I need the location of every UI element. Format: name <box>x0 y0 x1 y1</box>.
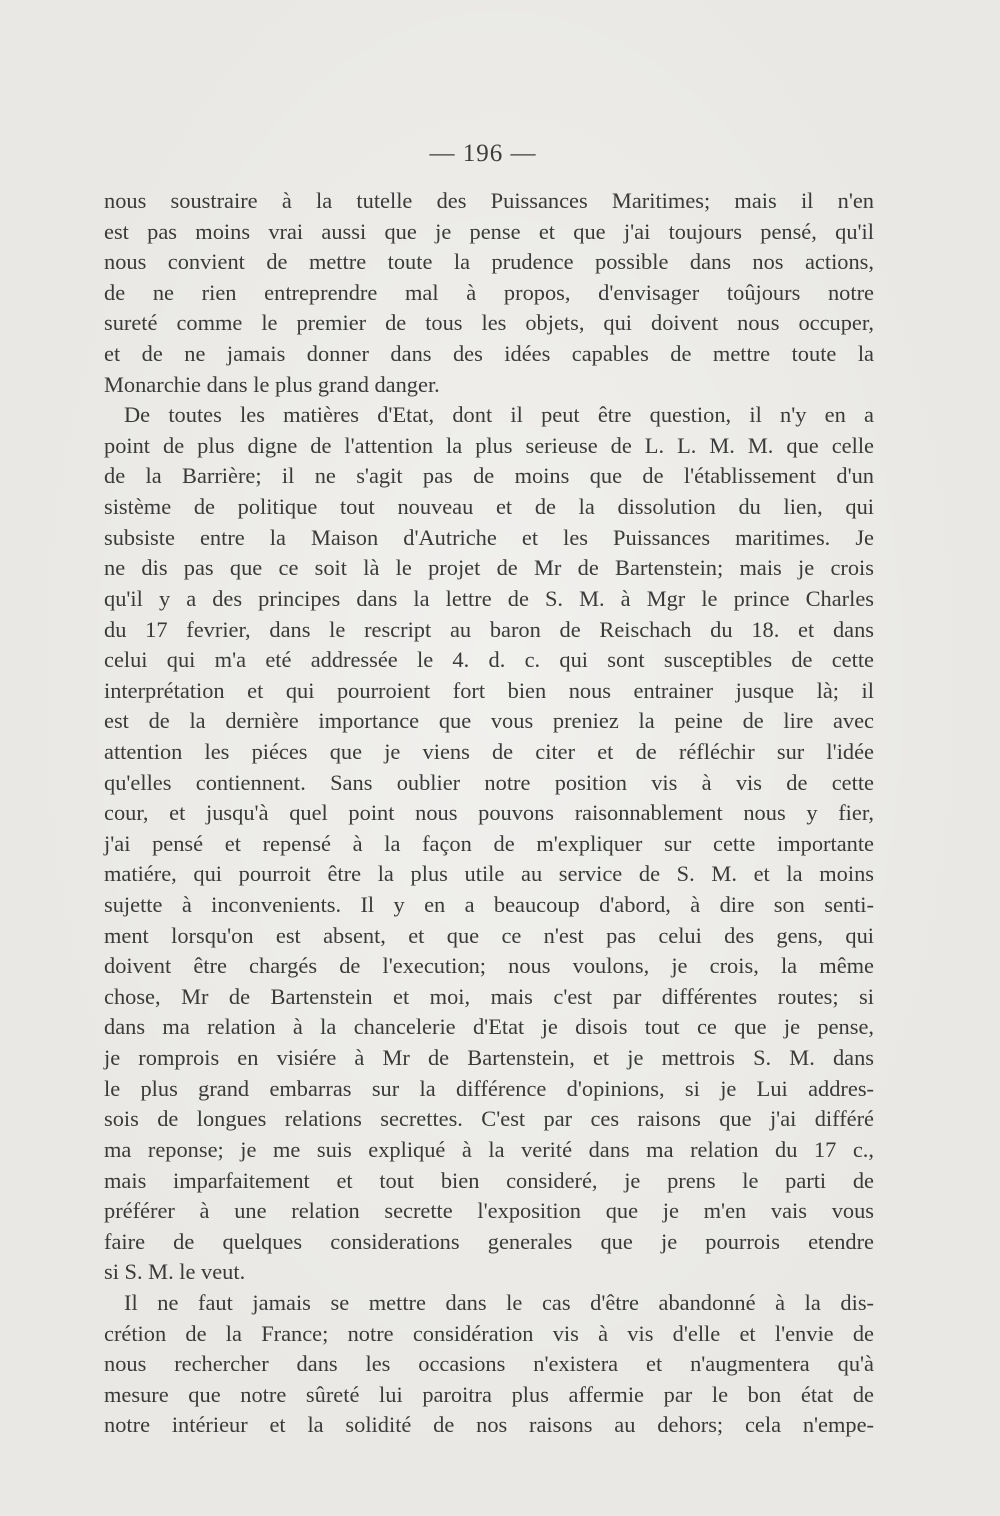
text-line: sois de longues relations secrettes. C'est par ces raisons que j'ai différé <box>104 1106 874 1132</box>
text-line: ment lorsqu'on est absent, et que ce n'est pas celui des gens, qui <box>104 922 874 948</box>
text-line: sureté comme le premier de tous les objets, qui doivent nous occuper, <box>104 310 874 336</box>
text-line: nous rechercher dans les occasions n'existera et n'augmentera qu'à <box>104 1351 874 1377</box>
text-line: est de la dernière importance que vous preniez la peine de lire avec <box>104 708 874 734</box>
text-line: matiére, qui pourroit être la plus utile au service de S. M. et la moins <box>104 861 874 887</box>
text-line: mais imparfaitement et tout bien consideré, je prens le parti de <box>104 1167 874 1193</box>
text-line: point de plus digne de l'attention la plus serieuse de L. L. M. M. que celle <box>104 432 874 458</box>
text-line: qu'elles contiennent. Sans oublier notre position vis à vis de cette <box>104 769 874 795</box>
text-line: je romprois en visiére à Mr de Bartenstein, et je mettrois S. M. dans <box>104 1045 874 1071</box>
text-line: sistème de politique tout nouveau et de la dissolution du lien, qui <box>104 494 874 520</box>
text-line: doivent être chargés de l'execution; nous voulons, je crois, la même <box>104 953 874 979</box>
text-line: est pas moins vrai aussi que je pense et que j'ai toujours pensé, qu'il <box>104 218 874 244</box>
text-line: celui qui m'a eté addressée le 4. d. c. qui sont susceptibles de cette <box>104 647 874 673</box>
page-number: — 196 — <box>429 140 537 167</box>
text-line: et de ne jamais donner dans des idées capables de mettre toute la <box>104 341 874 367</box>
text-line: du 17 fevrier, dans le rescript au baron de Reischach du 18. et dans <box>104 616 874 642</box>
text-line: subsiste entre la Maison d'Autriche et les Puissances maritimes. Je <box>104 524 874 550</box>
text-line: sujette à inconvenients. Il y en a beaucoup d'abord, à dire son senti- <box>104 892 874 918</box>
text-line: cour, et jusqu'à quel point nous pouvons raisonnablement nous y fier, <box>104 800 874 826</box>
text-line: si S. M. le veut. <box>104 1259 246 1285</box>
text-line: j'ai pensé et repensé à la façon de m'expliquer sur cette importante <box>104 830 874 856</box>
text-line: mesure que notre sûreté lui paroitra plus affermie par le bon état de <box>104 1381 874 1407</box>
text-line: attention les piéces que je viens de citer et de réfléchir sur l'idée <box>104 738 874 764</box>
text-line: nous convient de mettre toute la prudence possible dans nos actions, <box>104 249 874 275</box>
text-line: ma reponse; je me suis expliqué à la verité dans ma relation du 17 c., <box>104 1136 874 1162</box>
paragraph-start-line: Il ne faut jamais se mettre dans le cas d'être abandonné à la dis- <box>124 1289 874 1315</box>
text-line: Monarchie dans le plus grand danger. <box>104 371 440 397</box>
text-line: faire de quelques considerations generales que je pourrois etendre <box>104 1228 874 1254</box>
body-text <box>104 186 874 1441</box>
text-line: nous soustraire à la tutelle des Puissances Maritimes; mais il n'en <box>104 188 874 213</box>
text-line: crétion de la France; notre considération vis à vis d'elle et l'envie de <box>104 1320 874 1346</box>
text-line: préférer à une relation secrette l'exposition que je m'en vais vous <box>104 1198 874 1224</box>
text-line: dans ma relation à la chancelerie d'Etat je disois tout ce que je pense, <box>104 1014 874 1040</box>
text-line: le plus grand embarras sur la différence d'opinions, si je Lui addres- <box>104 1075 874 1101</box>
text-line: de ne rien entreprendre mal à propos, d'envisager toûjours notre <box>104 279 874 305</box>
paragraph-start-line: De toutes les matières d'Etat, dont il peut être question, il n'y en a <box>124 402 874 428</box>
text-line: de la Barrière; il ne s'agit pas de moins que de l'établissement d'un <box>104 463 874 489</box>
text-line: interprétation et qui pourroient fort bien nous entrainer jusque là; il <box>104 677 874 703</box>
text-line: chose, Mr de Bartenstein et moi, mais c'est par différentes routes; si <box>104 983 874 1009</box>
text-line: qu'il y a des principes dans la lettre de S. M. à Mgr le prince Charles <box>104 585 874 611</box>
text-line: notre intérieur et la solidité de nos raisons au dehors; cela n'empe- <box>104 1412 874 1438</box>
text-line: ne dis pas que ce soit là le projet de Mr de Bartenstein; mais je crois <box>104 555 874 581</box>
